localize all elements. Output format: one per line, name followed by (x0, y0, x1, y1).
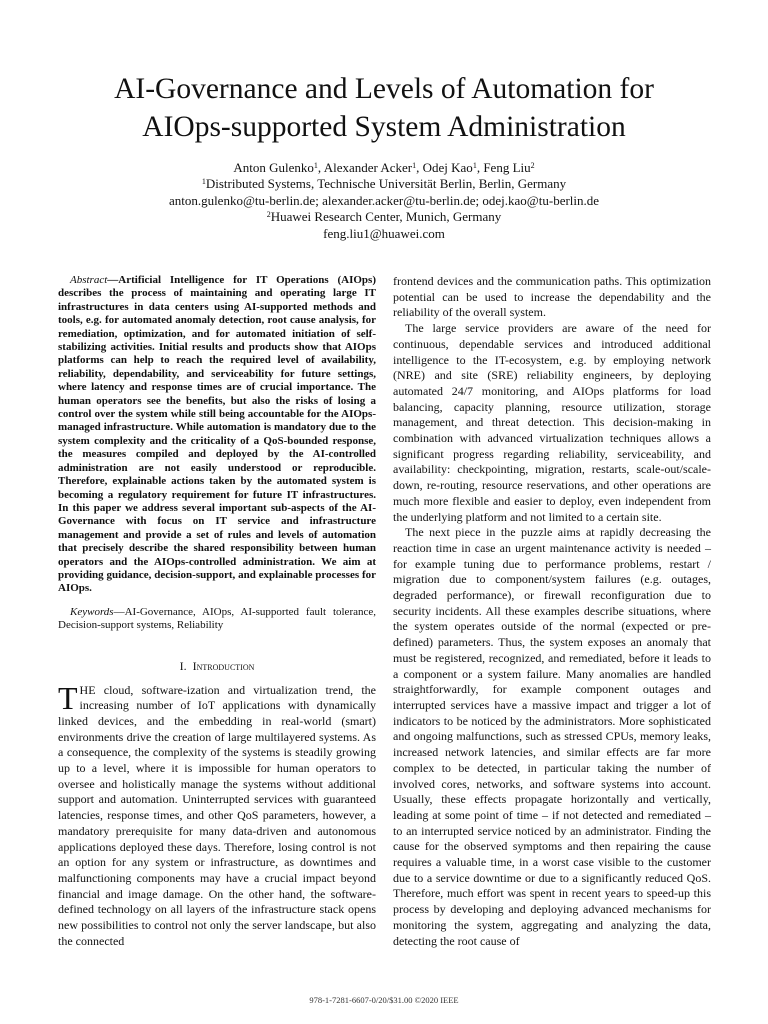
left-column (58, 274, 376, 950)
abstract-dash: — (107, 274, 119, 286)
title-line-1: AI-Governance and Levels of Automation for (114, 73, 654, 105)
emails-1: anton.gulenko@tu-berlin.de; alexander.acker@tu-berlin.de; odej.kao@tu-berlin.de (168, 192, 600, 208)
intro-paragraph-1-continued: frontend devices and the communication paths. This optimization potential can be used to increase the dependability and the reliability of the overall system. (393, 274, 711, 320)
author-separator: , (476, 160, 484, 175)
affiliation-1 (60, 176, 708, 192)
affiliation-mark: 2 (266, 210, 271, 220)
author-name: Alexander Acker (323, 160, 413, 175)
affiliation-1-text: Distributed Systems, Technische Universität Berlin, Berlin, Germany (205, 176, 567, 192)
abstract-text: Artificial Intelligence for IT Operations (AIOps) describes the process of maintaining and operating large IT infrastructures in data centers using AI-supported methods and tools, e.g. for automated anomaly detection, root cause analysis, for remediation, optimization, and for automated initiation of self-stabilizing activities. Initial results and products show that AIOps platforms can help to reach the required level of availability, reliability, dependability, and serviceability for future settings, where latency and response times are of crucial importance. The human operators see the benefits, but also the risks of losing a control over the system while still being accountable for the AIOps-managed infrastructure. While automation is mandatory due to the system complexity and the criticality of a QoS-bounded response, the measures compiled and deployed by the AI-controlled administration are not easily understood or reproducible. Therefore, explainable actions taken by the automated system is becoming a regulatory requirement for future IT infrastructures. In this paper we address several important sub-aspects of the AI-Governance with focus on IT service and infrastructure management and provide a set of rules and levels of automation that precisely describe the shared responsibility between human operators and the AIOps-controlled administration. We aim at providing guidance, decision-support, and explainable processes for AIOps. (58, 274, 376, 595)
affiliation-2 (60, 209, 708, 225)
paper-title (60, 70, 708, 146)
author-affiliation-mark: 1 (472, 161, 477, 170)
section-title: Introduction (192, 658, 255, 673)
author-affiliation-mark: 2 (530, 161, 535, 170)
copyright-footer: 978-1-7281-6607-0/20/$31.00 ©2020 IEEE (309, 995, 459, 1005)
author-block (60, 160, 708, 242)
keywords-label: Keywords (70, 605, 114, 618)
author-name: Feng Liu (483, 160, 531, 175)
author-affiliation-mark: 1 (412, 161, 417, 170)
abstract-label: Abstract (70, 274, 108, 286)
author-name: Odej Kao (422, 160, 473, 175)
section-number: I. (179, 658, 187, 673)
right-column (393, 274, 711, 949)
author-names (60, 160, 708, 176)
intro-paragraph-3: The next piece in the puzzle aims at rapidly decreasing the reaction time in case an urgent maintenance activity is needed – for example tuning due to performance problems, restart / migration due to component/system failures (e.g. outages, degraded performance), or firewall reconfiguration due to security incidents. All these examples describe situations, where the system operates outside of the normal (expected or pre-defined) parameters. Thus, the system exposes an anomaly that must be registered, recognized, and remediated, before it leads to a component or a system failure. Many anomalies are handled straightforwardly, for example component outages and interrupted services have a massive impact and trigger a lot of indicators to be noticed by the administrators. More sophisticated and ongoing malfunctions, such as stressed CPUs, memory leaks, increased network latencies, and similar effects are far more complex to be detected, in particular taking the number of involved cores, networks, and software systems into account. Usually, these effects propagate horizontally and vertically, leading at some point of time – if not detected and remediated – to an interrupted service noticed by an administrator. Finding the cause for the observed symptoms and then repairing the cause requires a valuable time, in a worst case visible to the customer due to a service downtime or due to a significantly reduced QoS. Therefore, much effort was spent in recent years to speed-up this process by developing and deploying advanced mechanisms for monitoring the system, aggregating and analyzing the data, detecting the root cause of (393, 525, 711, 948)
author-name: Anton Gulenko (233, 160, 314, 175)
drop-cap: T (58, 679, 78, 716)
affiliation-2-text: Huawei Research Center, Munich, Germany (270, 209, 502, 225)
intro-paragraph-1 (58, 679, 376, 950)
author-affiliation-mark: 1 (313, 161, 318, 170)
affiliation-mark: 1 (201, 177, 206, 187)
keywords-dash: — (113, 605, 125, 618)
section-heading-introduction (58, 659, 376, 673)
intro-paragraph-1-text: HE cloud, software-ization and virtualization trend, the increasing number of IoT applications with dynamically linked devices, and the embedding in real-world (smart) environments drive the creation of large multilayered systems. As a consequence, the complexity of the systems is steadily growing up to a level, where it is impossible for human operators to oversee and holistically manage the systems without additional support and automation. Uninterrupted services with guaranteed latencies, response times, and other QoS parameters, however, a mandatory prerequisite for many data-driven and autonomous applications deployed these days. Therefore, losing control is not an option for any system or infrastructure, as downtimes and malfunctioning components may have a crucial impact beyond financial and image damage. On the other hand, the software-defined technology on all layers of the infrastructure stack opens new possibilities to control not only the server landscape, but also the connected (58, 682, 376, 948)
keywords (58, 606, 376, 633)
abstract (58, 274, 376, 596)
author-separator: , (416, 160, 423, 175)
email-2: feng.liu1@huawei.com (323, 225, 445, 241)
author-separator: , (317, 160, 324, 175)
title-line-2: AIOps-supported System Administration (142, 111, 626, 143)
intro-paragraph-2: The large service providers are aware of the need for continuous, dependable services and introduced additional intelligence to the IT-ecosystem, e.g. by employing network (NRE) and site (SRE) reliability engineers, by deploying automated 24/7 monitoring, and AIOps platforms for load balancing, capacity planning, resource utilization, storage management, and threat detection. This decision-making in combination with advanced virtualization techniques allows a significant progress regarding reliability, serviceability, and availability: checkpointing, migration, restarts, scale-out/scale-down, re-routing, resource reservations, and other operations are much more flexible and easier to deploy, even independent from the underlying platform and not limited to a certain site. (393, 321, 711, 524)
keywords-text: AI-Governance, AIOps, AI-supported fault tolerance, Decision-support systems, Reliability (58, 605, 376, 632)
